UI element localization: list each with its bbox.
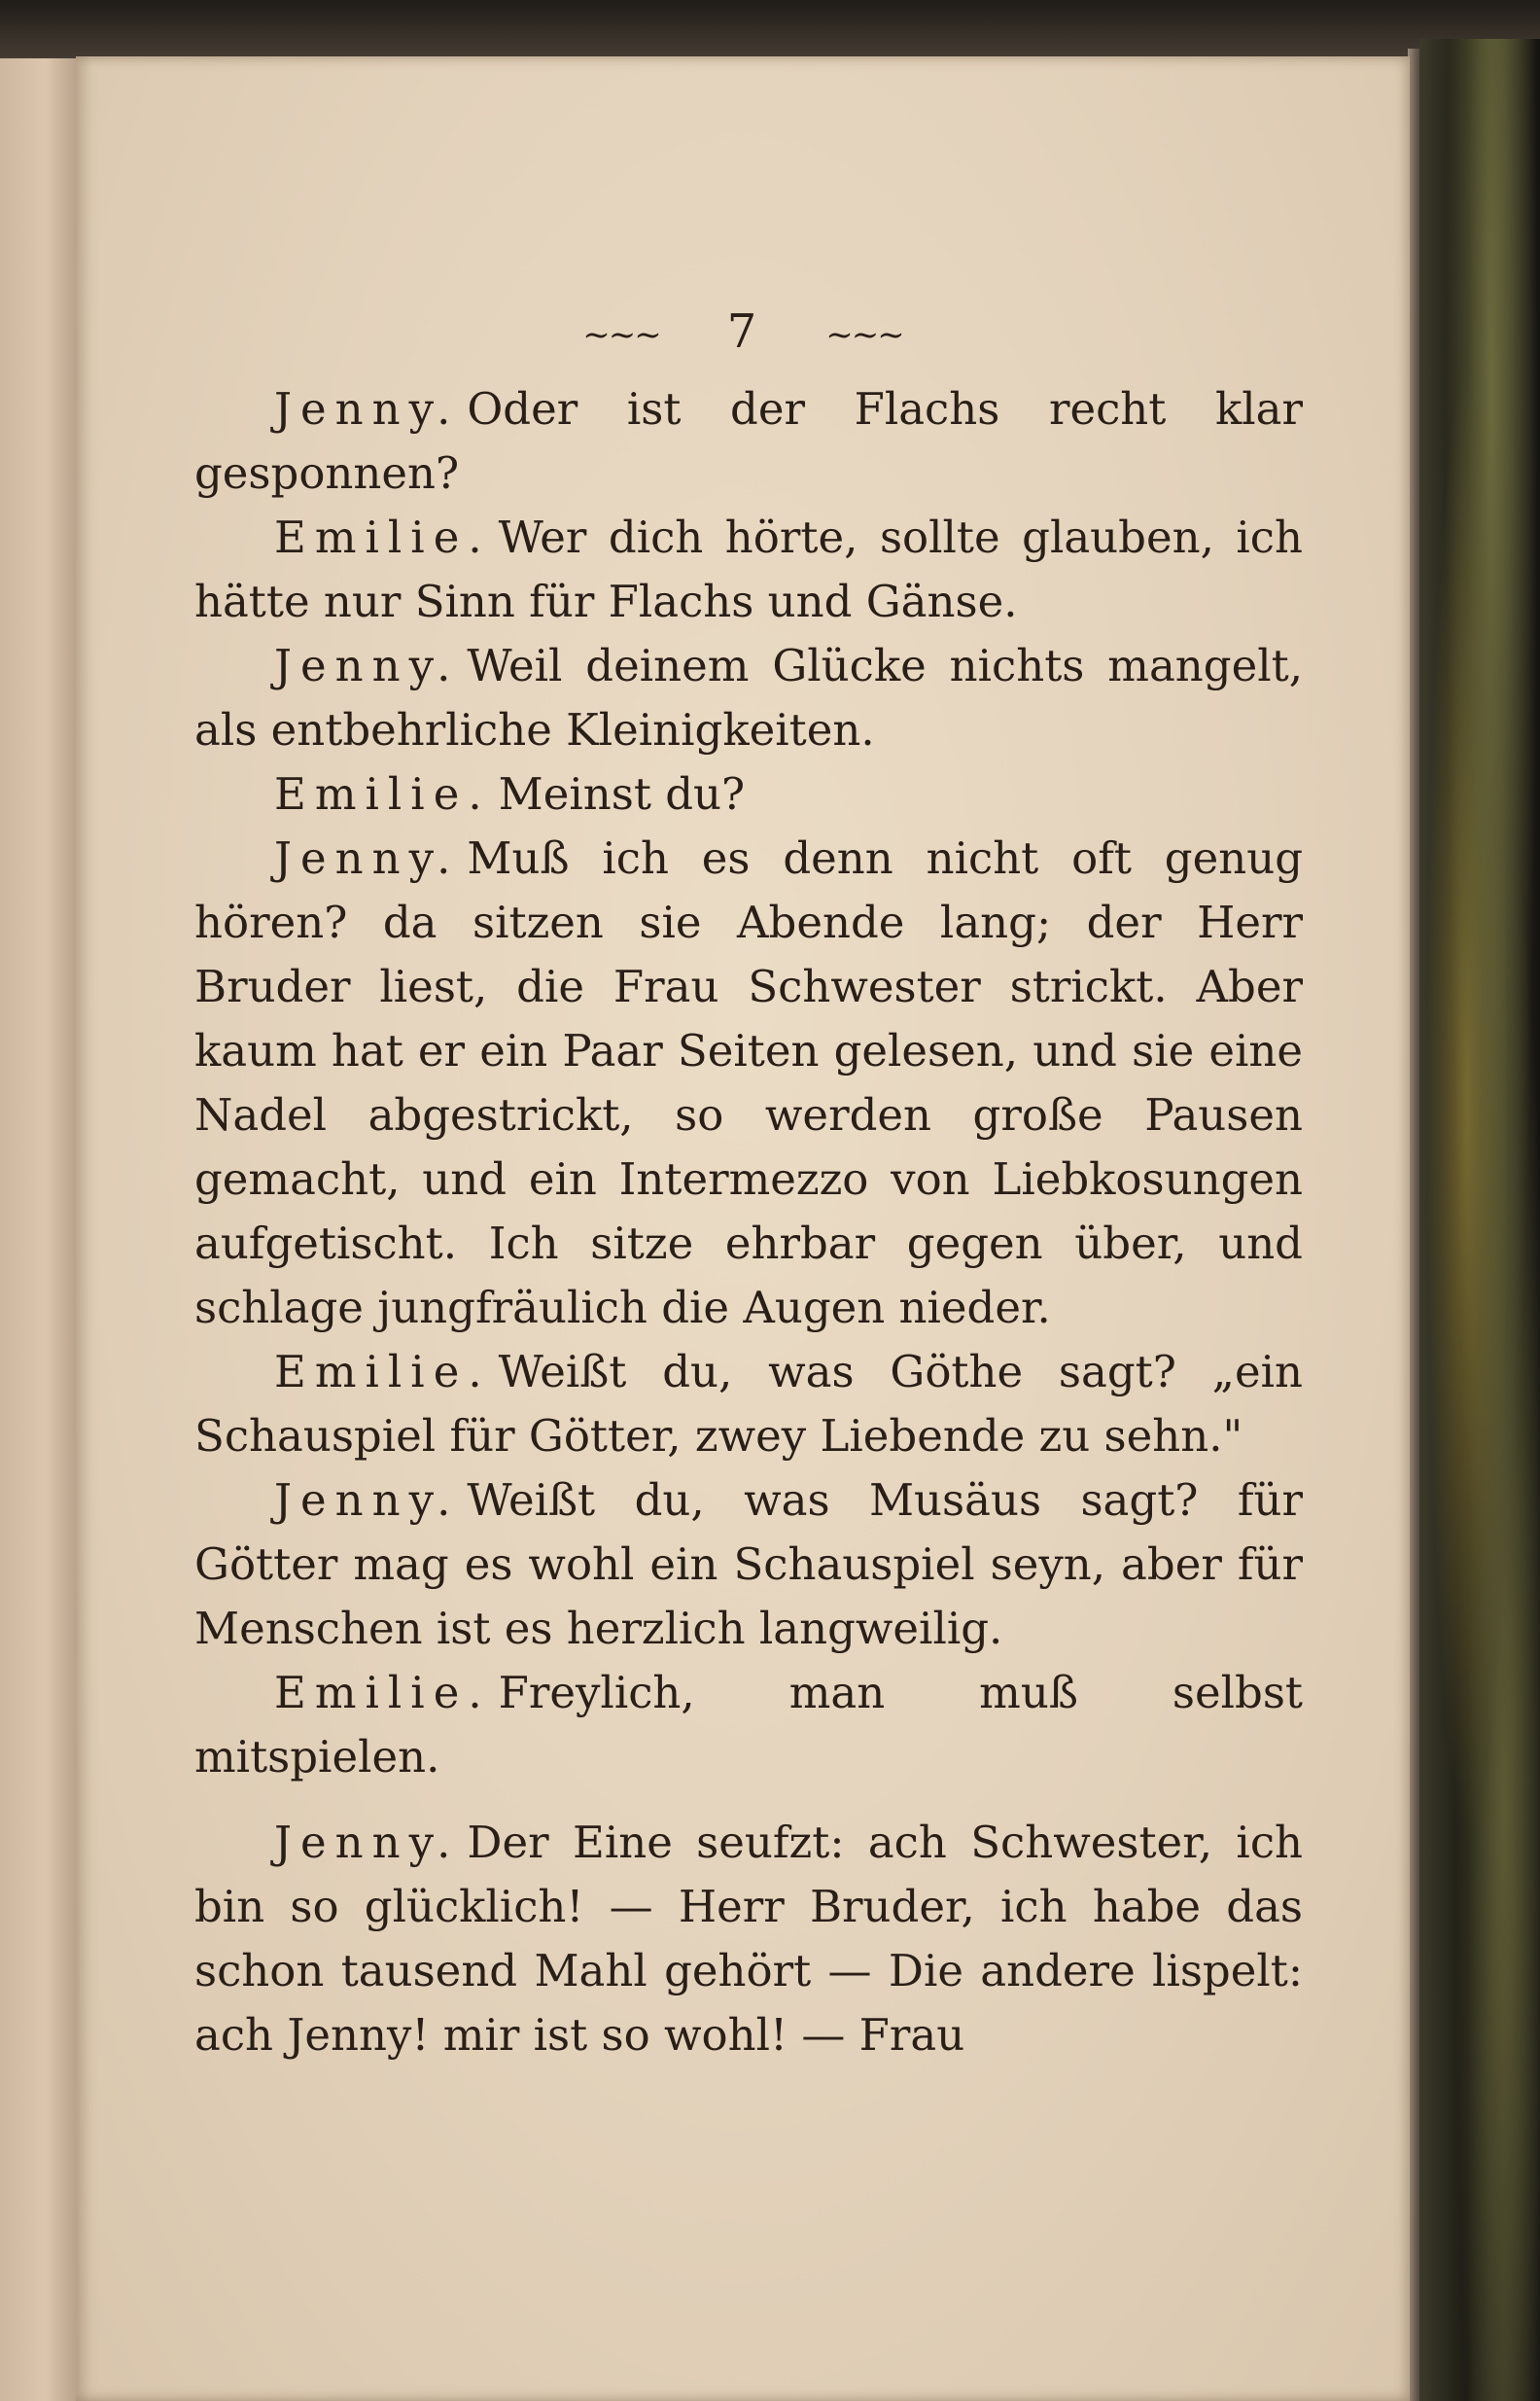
dialogue-paragraph (194, 762, 1303, 827)
dialogue-paragraph (194, 1811, 1303, 2067)
page-header (76, 304, 1410, 359)
speech-text: Meinst du? (498, 768, 746, 820)
dialogue-paragraph (194, 634, 1303, 762)
speech-text: Weißt du, was Musäus sagt? für Götter mag es wohl ein Schauspiel seyn, aber für Menschen ist es herzlich langweilig. (194, 1474, 1303, 1654)
dialogue-paragraph (194, 377, 1303, 506)
dialogue-paragraph (194, 506, 1303, 634)
facing-page-edge (0, 58, 79, 2401)
ornament-left: ~~~ (582, 315, 660, 355)
speaker-name: Jenny. (274, 1817, 460, 1868)
dialogue-paragraph (194, 827, 1303, 1340)
dialogue-paragraph (194, 1340, 1303, 1468)
speech-text: Wer dich hörte, sollte glauben, ich hätte nur Sinn für Flachs und Gänse. (194, 512, 1303, 627)
marbled-cover-board (1419, 39, 1540, 2401)
dialogue-paragraph (194, 1468, 1303, 1661)
speech-text: Weißt du, was Göthe sagt? „ein Schauspiel für Götter, zwey Liebende zu sehn." (194, 1346, 1303, 1462)
speech-text: Oder ist der Flachs recht klar gesponnen? (194, 383, 1303, 499)
speaker-name: Emilie. (274, 1346, 491, 1397)
dialogue-paragraph (194, 1661, 1303, 1789)
speaker-name: Jenny. (274, 640, 460, 691)
dialogue-text (194, 377, 1303, 2067)
speech-text: Freylich, man muß selbst mitspielen. (194, 1667, 1303, 1783)
speaker-name: Emilie. (274, 512, 491, 563)
page-number: 7 (726, 304, 759, 359)
book-page (76, 56, 1410, 2401)
speech-text: Muß ich es denn nicht oft genug hören? da sitzen sie Abende lang; der Herr Bruder liest, die Frau Schwester strickt. Aber kaum hat er ein Paar Seiten gelesen, und sie eine Nadel abgestrickt, so werden große Pausen gemacht, und ein Intermezzo von Liebkosungen aufgetischt. Ich sitze ehrbar gegen über, und schlage jungfräulich die Augen nieder. (194, 832, 1303, 1333)
speaker-name: Jenny. (274, 832, 460, 884)
speech-text: Weil deinem Glücke nichts mangelt, als entbehrliche Kleinigkeiten. (194, 640, 1303, 756)
speaker-name: Jenny. (274, 1474, 460, 1526)
speech-text: Der Eine seufzt: ach Schwester, ich bin so glücklich! — Herr Bruder, ich habe das schon tausend Mahl gehört — Die andere lispelt: ach Jenny! mir ist so wohl! — Frau (194, 1817, 1303, 2061)
speaker-name: Emilie. (274, 1667, 491, 1718)
speaker-name: Emilie. (274, 768, 491, 820)
ornament-right: ~~~ (825, 315, 903, 355)
speaker-name: Jenny. (274, 383, 460, 435)
